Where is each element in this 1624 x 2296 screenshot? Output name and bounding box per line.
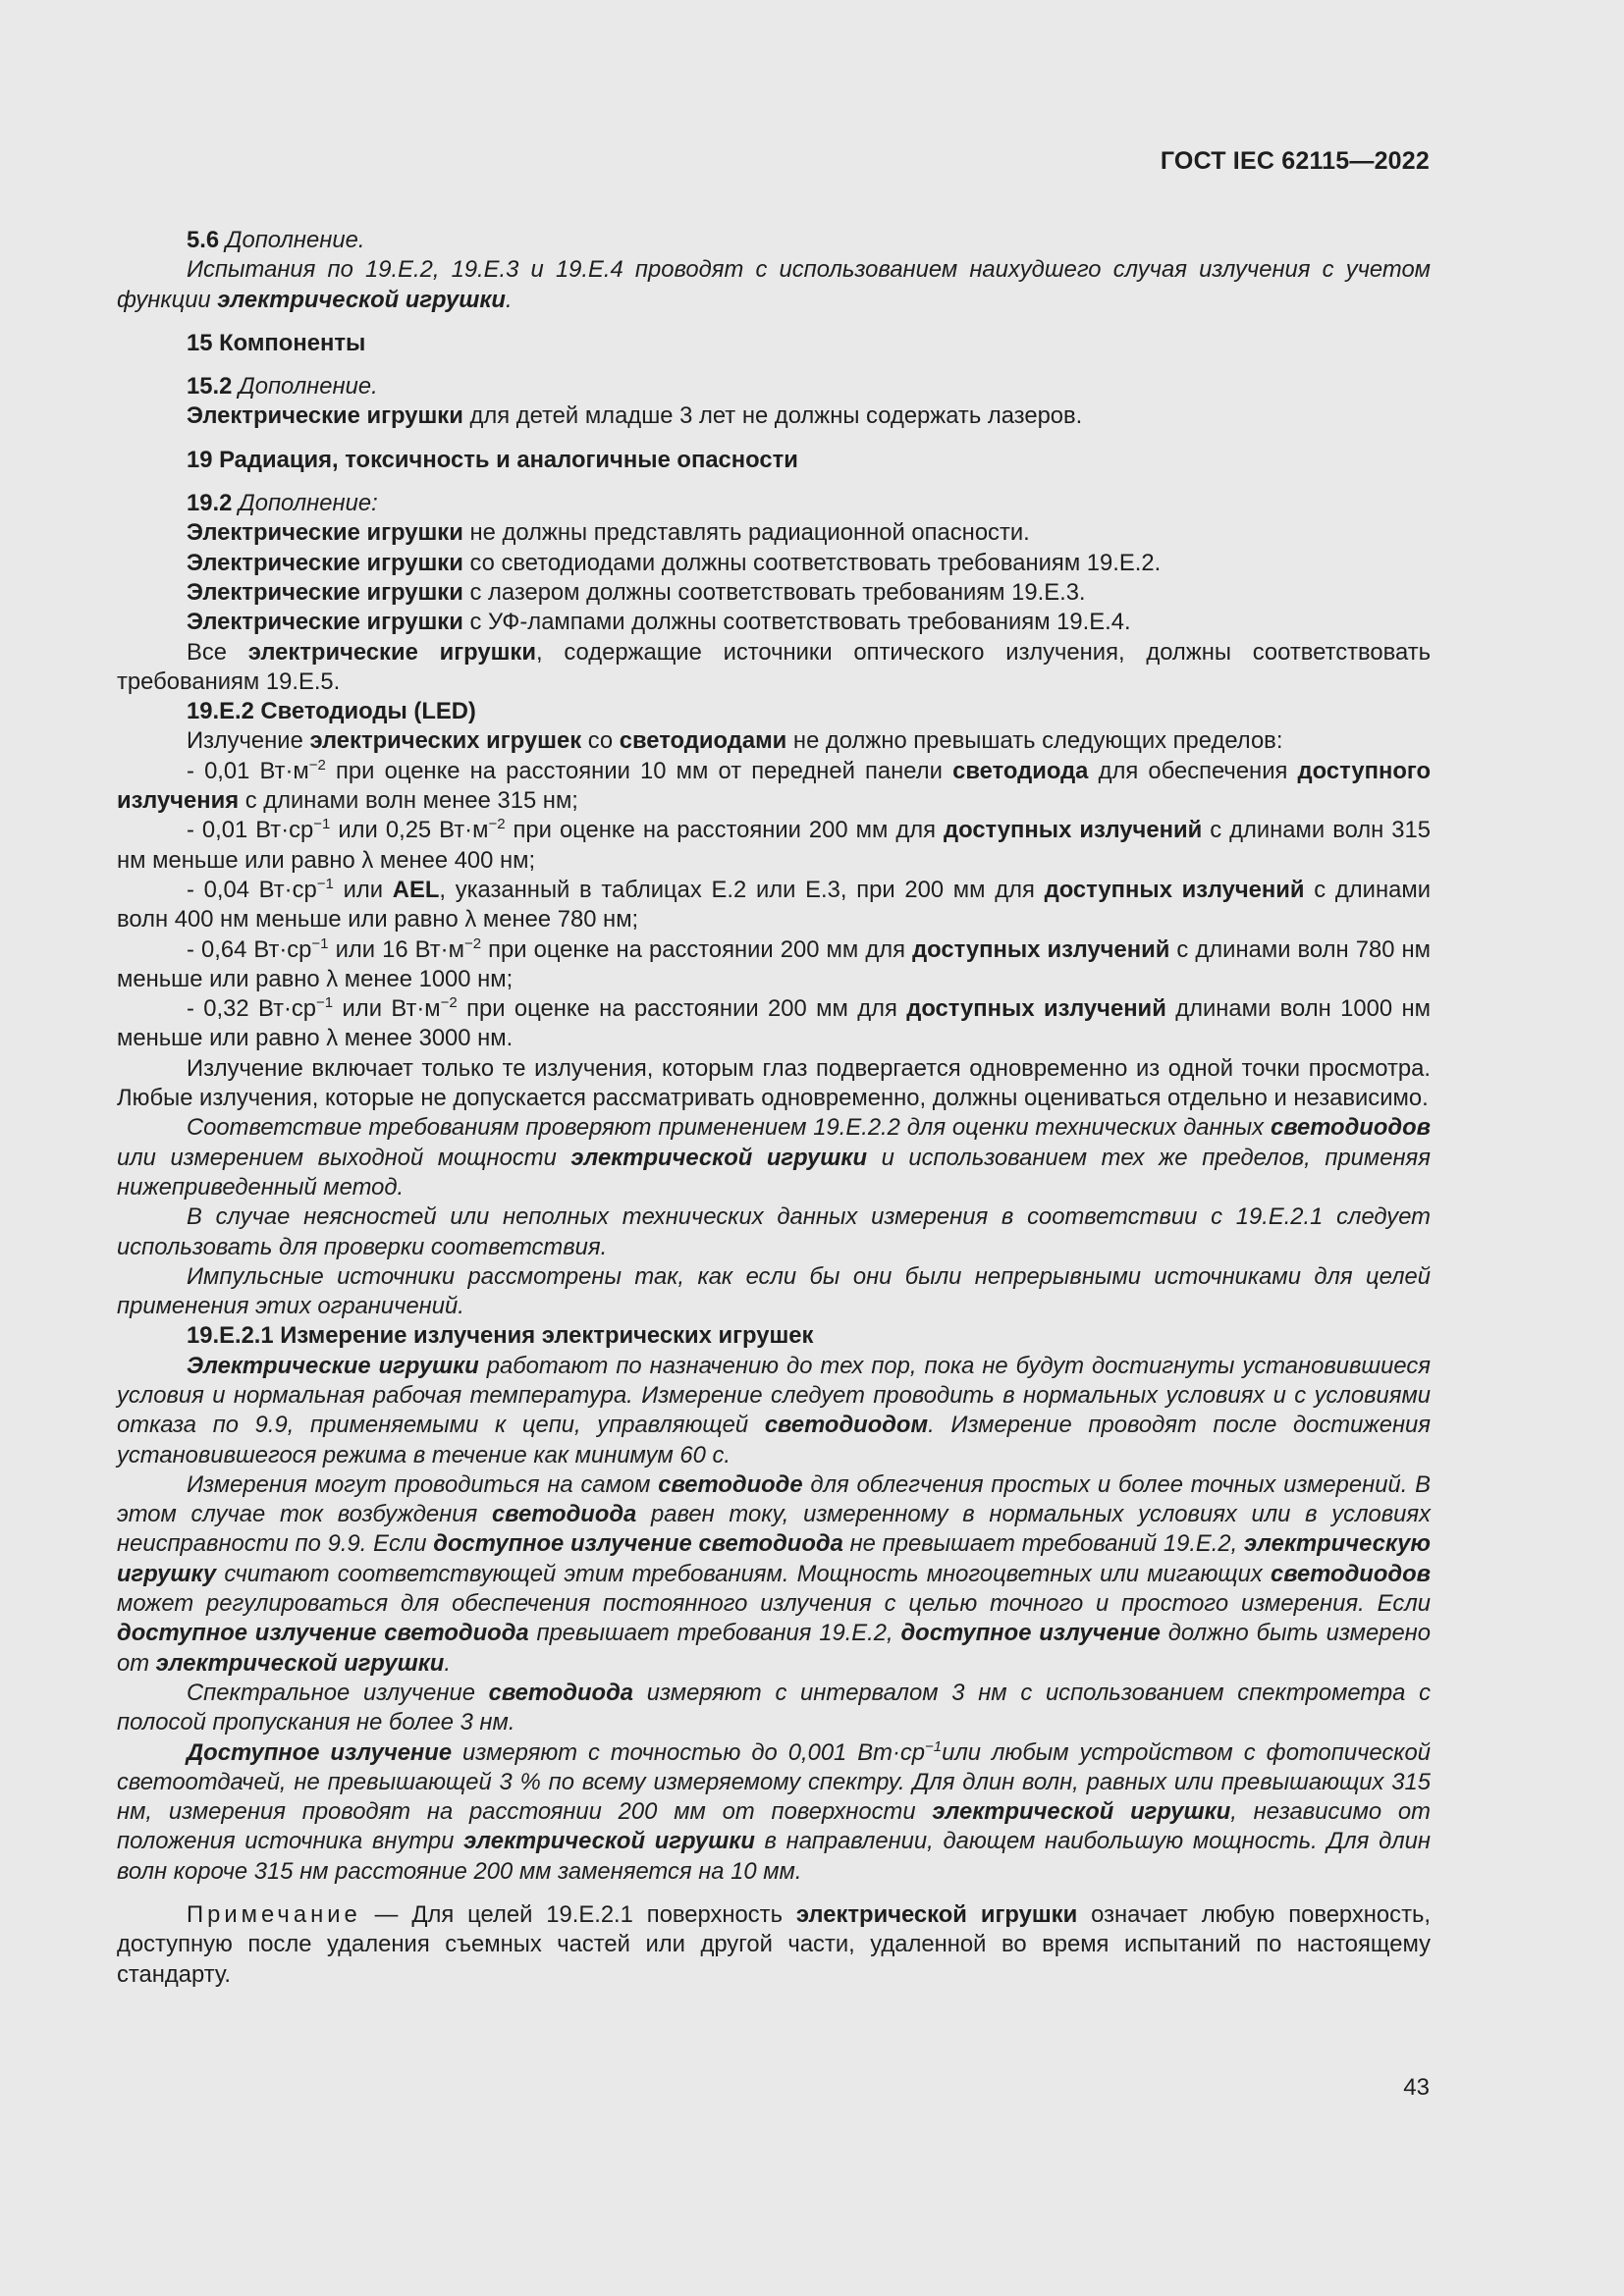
- paragraph: Электрические игрушки не должны представлять радиационной опасности.: [187, 519, 1030, 547]
- limit-list-item: - 0,01 $Вт\cdot м^{-2}$ при оценке на расстоянии 10 мм от передней панели светодиода для обеспечения доступного излучения с длинами волн менее 315 нм;: [117, 756, 1431, 815]
- paragraph: Электрические игрушки с лазером должны соответствовать требованиям 19.Е.3.: [187, 578, 1086, 606]
- measurement-paragraph: Спектральное излучение светодиода измеряют с интервалом 3 нм с использованием спектрометра с полосой пропускания не более 3 нм.: [117, 1679, 1431, 1736]
- clause-15-2: 15.2 Дополнение.: [187, 373, 378, 400]
- paragraph: Электрические игрушки со светодиодами должны соответствовать требованиям 19.Е.2.: [187, 549, 1162, 576]
- paragraph: Излучение электрических игрушек со светодиодами не должно превышать следующих пределов:: [187, 727, 1283, 755]
- compliance-paragraph: Импульсные источники рассмотрены так, как если бы они были непрерывными источниками для целей применения этих ограничений.: [117, 1262, 1431, 1320]
- section-heading-15: 15 Компоненты: [187, 329, 366, 356]
- paragraph: Испытания по 19.Е.2, 19.Е.3 и 19.Е.4 проводят с использованием наихудшего случая излучения с учетом функции электрической игрушки.: [117, 256, 1431, 313]
- paragraph: Все электрические игрушки, содержащие источники оптического излучения, должны соответствовать требованиям 19.Е.5.: [117, 638, 1431, 695]
- note-label: Примечание: [187, 1901, 361, 1929]
- subclause-heading-19-e-2: 19.Е.2 Светодиоды (LED): [187, 698, 476, 725]
- note-paragraph: Примечание — Для целей 19.Е.2.1 поверхность электрической игрушки означает любую поверхность, доступную после удаления съемных частей или другой части, удаленной во время испытаний по настоящему стандарту.: [117, 1901, 1431, 1988]
- standard-designation: ГОСТ IEC 62115—2022: [1160, 147, 1430, 175]
- compliance-paragraph: Соответствие требованиям проверяют применением 19.Е.2.2 для оценки технических данных светодиодов или измерением выходной мощности электрической игрушки и использованием тех же пределов, применяя нижеприведенный метод.: [117, 1114, 1431, 1201]
- clause-5-6: 5.6 Дополнение.: [187, 227, 365, 253]
- limit-list-item: - 0,64 $Вт\cdot ср^{-1}$ или 16 $Вт\cdot м^{-2}$ при оценке на расстоянии 200 мм для доступных излучений с длинами волн 780 нм меньше или равно λ менее 1000 нм;: [117, 934, 1431, 992]
- compliance-paragraph: В случае неясностей или неполных технических данных измерения в соответствии с 19.Е.2.1 следует использовать для проверки соответствия.: [117, 1203, 1431, 1260]
- subclause-heading-19-e-2-1: 19.Е.2.1 Измерение излучения электрических игрушек: [187, 1322, 814, 1350]
- limit-list-item: - 0,01 $Вт\cdot ср^{-1}$ или 0,25 $Вт\cdot м^{-2}$ при оценке на расстоянии 200 мм для доступных излучений с длинами волн 315 нм меньше или равно λ менее 400 нм;: [117, 816, 1432, 874]
- document-body: [117, 226, 1431, 1990]
- section-heading-19: 19 Радиация, токсичность и аналогичные опасности: [187, 446, 798, 473]
- limit-list-item: - 0,32 $Вт\cdot ср^{-1}$ или $Вт\cdot м^{-2}$ при оценке на расстоянии 200 мм для доступных излучений длинами волн 1000 нм меньше или равно λ менее 3000 нм.: [117, 994, 1431, 1052]
- clause-19-2: 19.2 Дополнение:: [187, 490, 378, 517]
- paragraph: Излучение включает только те излучения, которым глаз подвергается одновременно из одной точки просмотра. Любые излучения, которые не допускается рассматривать одновременно, должны оцениваться отдельно и независимо.: [117, 1054, 1431, 1112]
- page-number: 43: [1403, 2074, 1430, 2101]
- paragraph: Электрические игрушки для детей младше 3 лет не должны содержать лазеров.: [187, 402, 1083, 430]
- limit-list-item: - 0,04 $Вт\cdot ср^{-1}$ или AEL, указанный в таблицах Е.2 или Е.3, при 200 мм для доступных излучений с длинами волн 400 нм меньше или равно λ менее 780 нм;: [117, 875, 1431, 934]
- paragraph: Электрические игрушки с УФ-лампами должны соответствовать требованиям 19.Е.4.: [187, 609, 1131, 636]
- measurement-paragraph: Доступное излучение измеряют с точностью до 0,001 $Вт\cdot ср^{-1}или$ любым устройством с фотопической светоотдачей, не превышающей 3 % по всему измеряемому спектру. Для длин волн, равных или превышающих 315 нм, измерения проводят на расстоянии 200 мм от поверхности электрической игрушки, независимо от положения источника внутри электрической игрушки в направлении, дающем наибольшую мощность. Для длин волн короче 315 нм расстояние 200 мм заменяется на 10 мм.: [117, 1737, 1431, 1885]
- measurement-paragraph: Измерения могут проводиться на самом светодиоде для облегчения простых и более точных измерений. В этом случае ток возбуждения светодиода равен току, измеренному в нормальных условиях или в условиях неисправности по 9.9. Если доступное излучение светодиода не превышает требований 19.Е.2, электрическую игрушку считают соответствующей этим требованиям. Мощность многоцветных или мигающих светодиодов может регулироваться для обеспечения постоянного излучения с целью точного и простого измерения. Если доступное излучение светодиода превышает требования 19.Е.2, доступное излучение должно быть измерено от электрической игрушки.: [117, 1470, 1432, 1677]
- measurement-paragraph: Электрические игрушки работают по назначению до тех пор, пока не будут достигнуты установившиеся условия и нормальная рабочая температура. Измерение следует проводить в нормальных условиях и с условиями отказа по 9.9, применяемыми к цепи, управляющей светодиодом. Измерение проводят после достижения установившегося режима в течение как минимум 60 с.: [117, 1352, 1431, 1468]
